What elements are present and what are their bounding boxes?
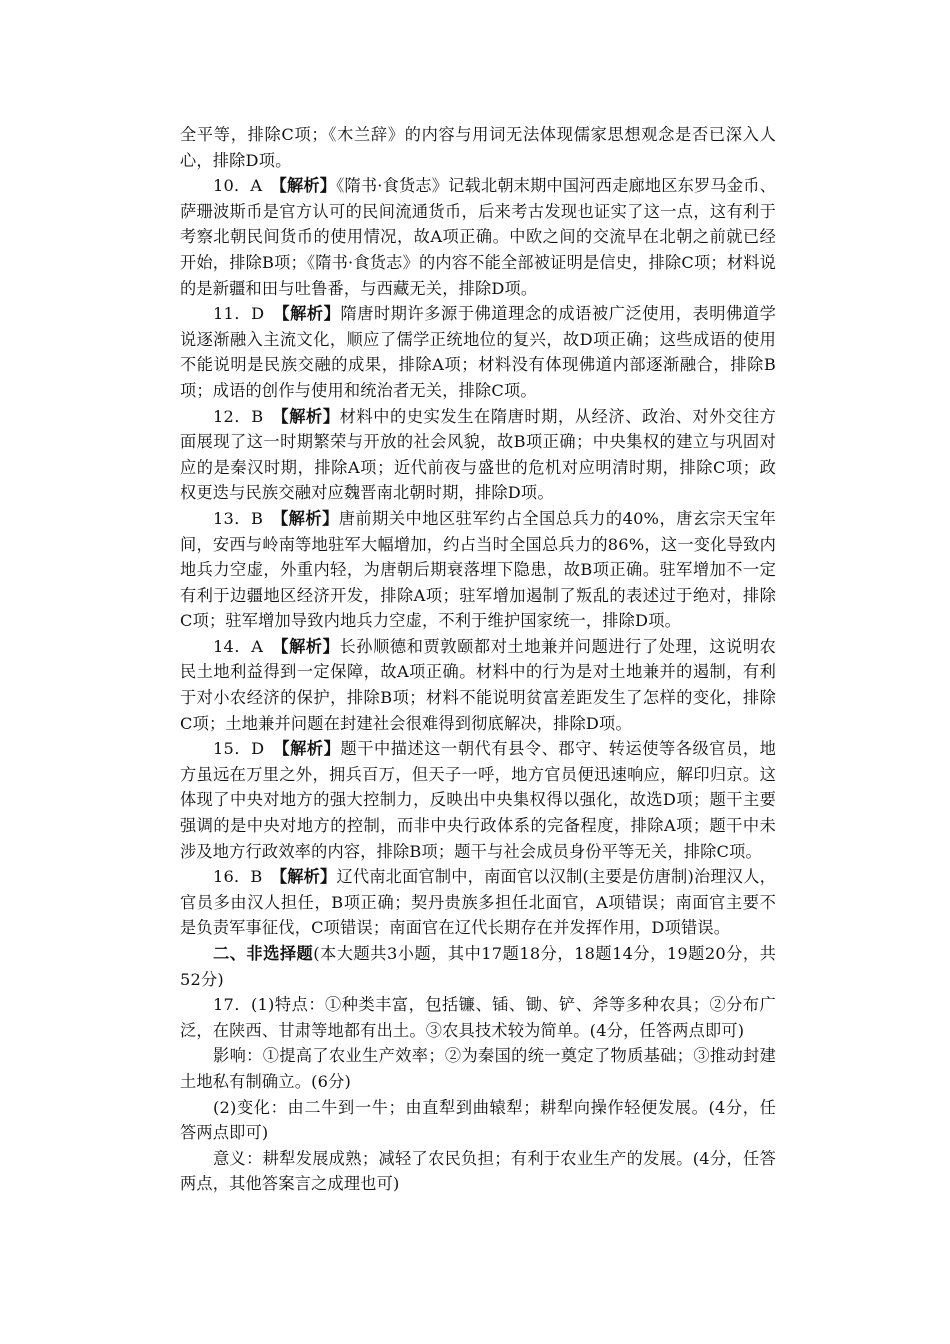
answer-16 [180, 864, 776, 941]
analysis-text: 唐前期关中地区驻军约占全国总兵力的40%，唐玄宗天宝年间，安西与岭南等地驻军大幅增加，约占当时全国总兵力的86%，这一变化导致内地兵力空虚，外重内轻，为唐朝后期衰落埋下隐患，故B项正确。驻军增加不一定有利于边疆地区经济开发，排除A项；驻军增加遏制了叛乱的表述过于绝对，排除C项；驻军增加导致内地兵力空虚，不利于维护国家统一，排除D项。 [180, 508, 776, 631]
answer-12 [180, 404, 776, 506]
answer-11 [180, 301, 776, 403]
analysis-tag: 【解析】 [280, 406, 340, 426]
answer-17-part1-impact: 影响：①提高了农业生产效率；②为秦国的统一奠定了物质基础；③推动封建土地私有制确立。(6分) [180, 1046, 776, 1091]
answer-17-part2-significance: 意义：耕犁发展成熟；减轻了农民负担；有利于农业生产的发展。(4分，任答两点，其他答案言之成理也可) [180, 1148, 776, 1194]
analysis-text: 《隋书·食货志》记载北朝末期中国河西走廊地区东罗马金币、萨珊波斯币是官方认可的民间流通货币，后来考古发现也证实了这一点，这有利于考察北朝民间货币的使用情况，故A项正确。中欧之间的交流早在北朝之前就已经开始，排除B项；《隋书·食货志》的内容不能全部被证明是信史，排除C项；材料说的是新疆和田与吐鲁番，与西藏无关，排除D项。 [180, 176, 776, 298]
analysis-text: 材料中的史实发生在隋唐时期，从经济、政治、对外交往方面展现了这一时期繁荣与开放的社会风貌，故B项正确；中央集权的建立与巩固对应的是秦汉时期，排除A项；近代前夜与盛世的危机对应明清时期，排除C项；政权更迭与民族交融对应魏晋南北朝时期，排除D项。 [180, 406, 777, 503]
question-number: 16．B [213, 867, 263, 887]
analysis-tag: 【解析】 [280, 508, 339, 528]
analysis-tag: 【解析】 [278, 176, 337, 196]
answer-page [180, 122, 776, 1197]
analysis-text: 题干中描述这一朝代有县令、郡守、转运使等各级官员，地方虽远在万里之外，拥兵百万，但天子一呼，地方官员便迅速响应，解印归京。这体现了中央对地方的强大控制力，反映出中央集权得以强化，故选D项；题干主要强调的是中央对地方的控制，而非中央行政体系的完备程度，排除A项；题干中未涉及地方行政效率的内容，排除B项；题干与社会成员身份平等无关，排除C项。 [180, 739, 776, 861]
analysis-text: 辽代南北面官制中，南面官以汉制(主要是仿唐制)治理汉人，官员多由汉人担任，B项正确；契丹贵族多担任北面官，A项错误；南面官主要不是负责军事征伐，C项错误；南面官在辽代长期存在并发挥作用，D项错误。 [180, 867, 776, 938]
question-number: 10．A [213, 176, 263, 196]
answer-15 [180, 736, 776, 864]
answer-14 [180, 634, 776, 736]
answer-10 [180, 173, 776, 301]
analysis-tag: 【解析】 [280, 636, 340, 656]
question-number: 13．B [213, 508, 264, 528]
section-description: (本大题共3小题，其中17题18分，18题14分，19题20分，共52分) [180, 944, 776, 989]
section-heading [180, 941, 776, 992]
analysis-text: 隋唐时期许多源于佛道理念的成语被广泛使用，表明佛道学说逐渐融入主流文化，顺应了儒学正统地位的复兴，故D项正确；这些成语的使用不能说明是民族交融的成果，排除A项；材料没有体现佛道内部逐渐融合，排除B项；成语的创作与使用和统治者无关，排除C项。 [180, 304, 776, 400]
question-number: 12．B [213, 406, 264, 426]
analysis-tag: 【解析】 [278, 867, 337, 887]
question-number: 14．A [213, 636, 264, 656]
question-number: 15．D [213, 739, 265, 759]
section-title: 二、非选择题 [213, 944, 314, 963]
question-number: 11．D [213, 304, 265, 324]
answer-13 [180, 506, 776, 634]
answer-17-part2-change: (2)变化：由二牛到一牛；由直犁到曲辕犁；耕犁向操作轻便发展。(4分，任答两点即可) [180, 1097, 776, 1143]
paragraph-continuation: 全平等，排除C项；《木兰辞》的内容与用词无法体现儒家思想观念是否已深入人心，排除D项。 [180, 125, 776, 170]
answer-17-part1-features: 17．(1)特点：①种类丰富，包括镰、锸、锄、铲、斧等多种农具；②分布广泛，在陕西、甘肃等地都有出土。③农具技术较为简单。(4分，任答两点即可) [180, 995, 776, 1040]
analysis-text: 长孙顺德和贾敦颐都对土地兼并问题进行了处理，这说明农民土地利益得到一定保障，故A项正确。材料中的行为是对土地兼并的遏制，有利于对小农经济的保护，排除B项；材料不能说明贫富差距发生了怎样的变化，排除C项；土地兼并问题在封建社会很难得到彻底解决，排除D项。 [180, 636, 777, 733]
analysis-tag: 【解析】 [281, 739, 341, 759]
analysis-tag: 【解析】 [281, 304, 341, 324]
